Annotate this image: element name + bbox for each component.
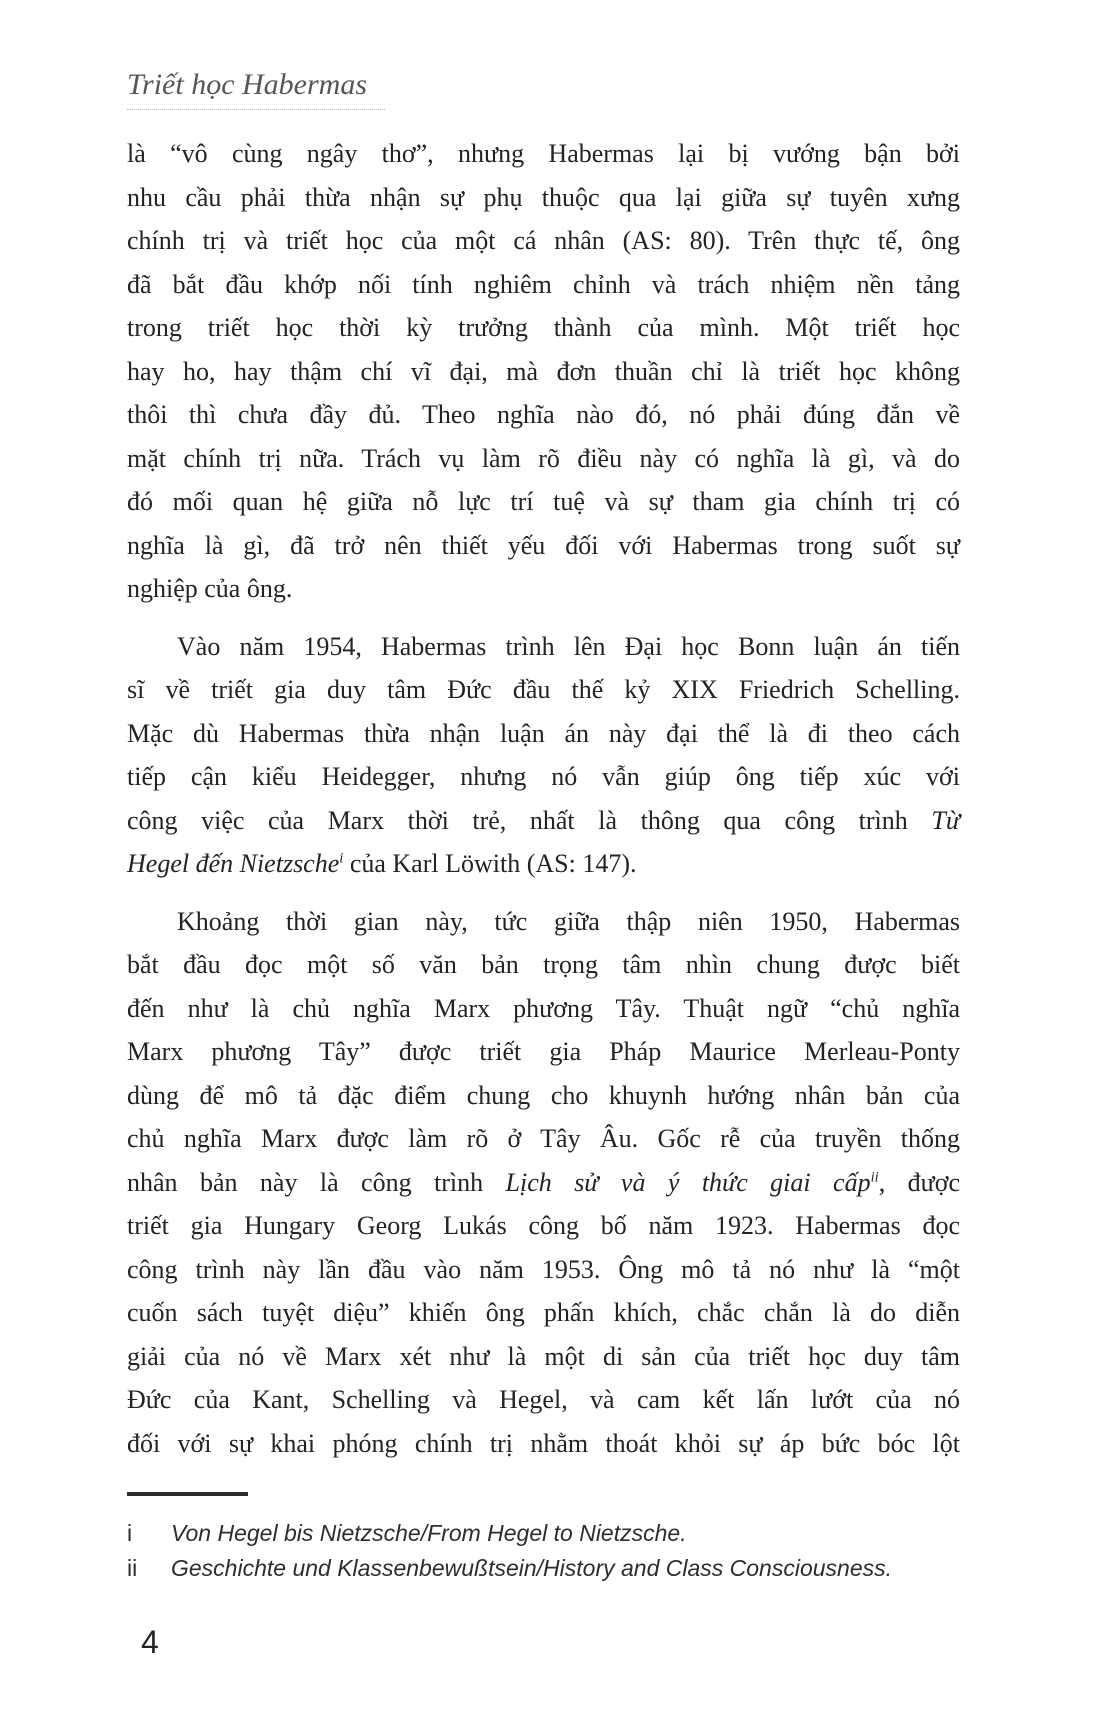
footnote [127,1551,1007,1586]
text-segment: công trình này lần đầu vào năm 1953. Ông mô tả nó như là “một [127,1254,960,1284]
paragraph [127,625,960,886]
footnotes [127,1516,1007,1586]
footnote-text: Von Hegel bis Nietzsche/From Hegel to Nietzsche. [171,1520,687,1546]
text-line [127,1422,960,1466]
text-segment: nghiệp của ông. [127,574,293,603]
text-segment: triết gia Hungary Georg Lukás công bố năm 1923. Habermas đọc [127,1211,960,1240]
running-header [127,68,385,110]
text-line [127,524,960,568]
text-line [127,306,960,350]
text-segment: nhân bản này là công trình [127,1167,506,1197]
text-segment: Khoảng thời gian này, tức giữa thập niên 1950, Habermas [177,906,960,936]
text-segment: bắt đầu đọc một số văn bản trọng tâm nhìn chung được biết [127,950,960,979]
text-segment: chủ nghĩa Marx được làm rõ ở Tây Âu. Gốc rễ của truyền thống [127,1124,960,1153]
text-segment: Từ [931,805,960,835]
text-segment: Lịch sử và ý thức giai cấp [505,1167,871,1197]
text-line [127,987,960,1031]
footnote-text: Geschichte und Klassenbewußtsein/History and Class Consciousness. [171,1555,893,1581]
text-line [127,1335,960,1379]
text-line [127,1291,960,1335]
text-segment: là “vô cùng ngây thơ”, nhưng Habermas lại bị vướng bận bởi [127,139,960,168]
text-segment: đó mối quan hệ giữa nỗ lực trí tuệ và sự tham gia chính trị có [127,487,960,516]
text-line [127,943,960,987]
text-segment: trong triết học thời kỳ trưởng thành của mình. Một triết học [127,313,960,342]
text-segment: công việc của Marx thời trẻ, nhất là thông qua công trình [127,805,932,835]
text-line [127,1378,960,1422]
text-segment: , được [878,1167,960,1197]
text-line [127,712,960,756]
text-line [127,176,960,220]
text-line [127,263,960,307]
footnote-separator [127,1492,248,1496]
text-line [127,668,960,712]
paragraph [127,900,960,1466]
text-segment: đối với sự khai phóng chính trị nhằm thoát khỏi sự áp bức bóc lột [127,1428,960,1458]
footnote-reference: ii [870,1168,879,1185]
text-segment: Đức của Kant, Schelling và Hegel, và cam kết lấn lướt của nó [127,1385,960,1414]
text-line [127,900,960,944]
footnote [127,1516,1007,1551]
text-segment: đã bắt đầu khớp nối tính nghiêm chỉnh và trách nhiệm nền tảng [127,269,960,299]
text-segment: cuốn sách tuyệt diệu” khiến ông phấn khích, chắc chắn là do diễn [127,1298,960,1327]
text-segment: Hegel đến Nietzsche [127,849,340,878]
text-segment: nghĩa là gì, đã trở nên thiết yếu đối với Habermas trong suốt sự [127,530,960,560]
text-line [127,1074,960,1118]
text-segment: Vào năm 1954, Habermas trình lên Đại học Bonn luận án tiến [177,631,960,661]
text-line [127,437,960,481]
footnote-marker: ii [127,1555,138,1581]
text-segment: giải của nó về Marx xét như là một di sản của triết học duy tâm [127,1341,960,1371]
text-line [127,567,960,611]
text-line [127,1117,960,1161]
text-segment: mặt chính trị nữa. Trách vụ làm rõ điều này có nghĩa là gì, và do [127,443,960,473]
text-segment: dùng để mô tả đặc điểm chung cho khuynh hướng nhân bản của [127,1080,960,1110]
text-segment: Mặc dù Habermas thừa nhận luận án này đại thể là đi theo cách [127,718,960,748]
text-segment: nhu cầu phải thừa nhận sự phụ thuộc qua lại giữa sự tuyên xưng [127,182,960,212]
running-header-title: Triết học Habermas [127,68,385,110]
text-line [127,1204,960,1248]
text-segment: thôi thì chưa đầy đủ. Theo nghĩa nào đó, nó phải đúng đắn về [127,400,960,429]
text-segment: của Karl Löwith (AS: 147). [343,849,637,878]
footnote-reference: i [339,850,344,867]
text-segment: sĩ về triết gia duy tâm Đức đầu thế kỷ XIX Friedrich Schelling. [127,675,960,704]
text-line [127,842,960,886]
text-line [127,480,960,524]
text-line [127,1248,960,1292]
text-line [127,799,960,843]
text-line [127,219,960,263]
text-line [127,1161,960,1205]
page-number: 4 [141,1624,159,1660]
text-line [127,755,960,799]
text-segment: đến như là chủ nghĩa Marx phương Tây. Thuật ngữ “chủ nghĩa [127,993,960,1023]
text-segment: hay ho, hay thậm chí vĩ đại, mà đơn thuần chỉ là triết học không [127,356,960,386]
text-line [127,350,960,394]
body-text [127,132,960,1465]
text-segment: chính trị và triết học của một cá nhân (AS: 80). Trên thực tế, ông [127,226,960,255]
text-segment: Marx phương Tây” được triết gia Pháp Maurice Merleau-Ponty [127,1037,960,1066]
footnote-marker: i [127,1520,133,1546]
text-line [127,1030,960,1074]
text-line [127,625,960,669]
text-line [127,393,960,437]
paragraph [127,132,960,611]
text-line [127,132,960,176]
text-segment: tiếp cận kiểu Heidegger, nhưng nó vẫn giúp ông tiếp xúc với [127,762,960,791]
